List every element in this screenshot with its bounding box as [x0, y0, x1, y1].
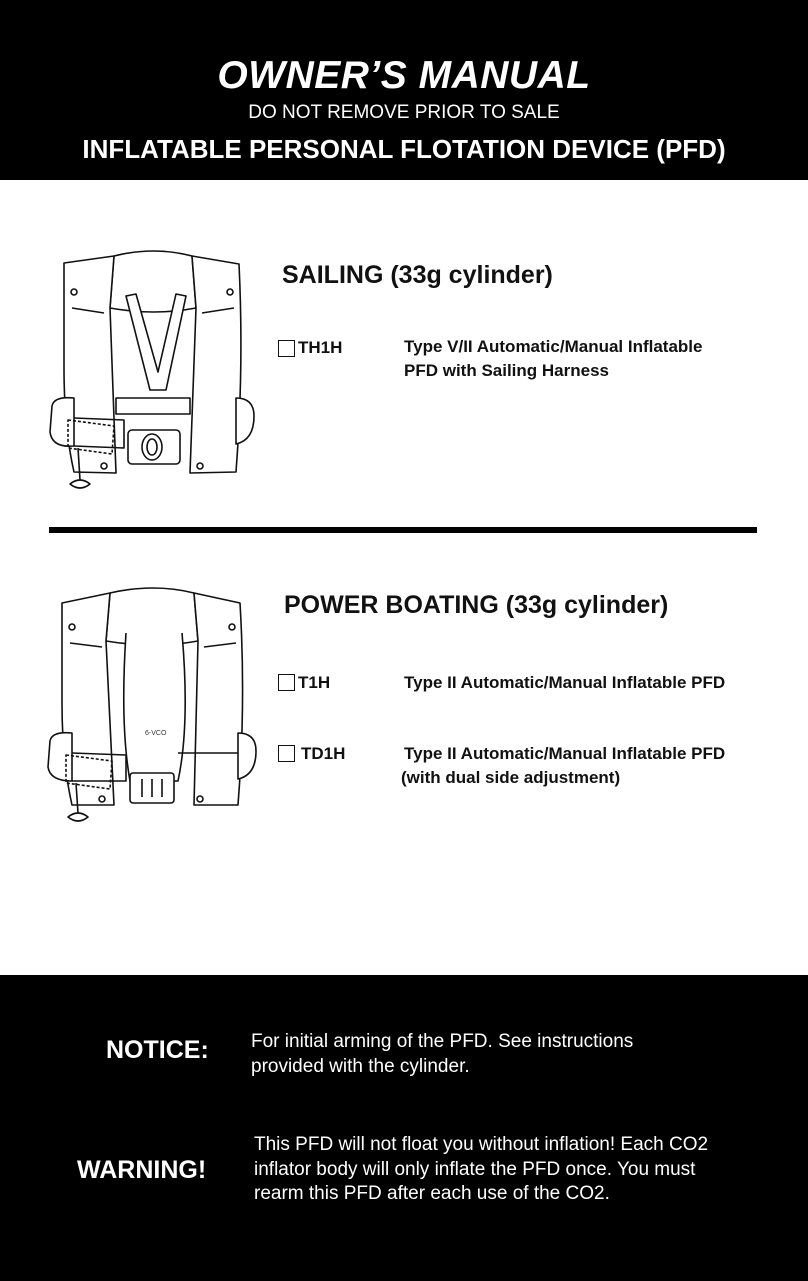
th1h-description: Type V/II Automatic/Manual Inflatable PFD with Sailing Harness: [404, 337, 703, 380]
td1h-model-code: TD1H: [301, 744, 346, 763]
vest-model-label: 6-VCO: [145, 730, 167, 737]
notice-text: For initial arming of the PFD. See instructions provided with the cylinder.: [251, 1031, 634, 1077]
td1h-checkbox[interactable]: [278, 745, 295, 762]
t1h-model-code: T1H: [298, 673, 331, 692]
power-boating-section-title: POWER BOATING (33g cylinder): [284, 591, 669, 619]
warning-text: This PFD will not float you without inflation! Each CO2 inflator body will only inflate the PFD once. You must rearm this PFD after each use of the CO2.: [254, 1134, 709, 1204]
section-divider: [49, 527, 757, 533]
t1h-description: Type II Automatic/Manual Inflatable PFD: [404, 673, 726, 692]
manual-title: OWNER’S MANUAL: [217, 54, 591, 97]
td1h-description: Type II Automatic/Manual Inflatable PFD (with dual side adjustment): [401, 744, 726, 787]
footer-banner: [0, 975, 808, 1281]
th1h-checkbox[interactable]: [278, 340, 295, 357]
sailing-section-title: SAILING (33g cylinder): [282, 261, 553, 289]
th1h-model-code: TH1H: [298, 338, 343, 357]
warning-label: WARNING!: [77, 1156, 207, 1184]
product-line: INFLATABLE PERSONAL FLOTATION DEVICE (PFD): [82, 134, 726, 164]
manual-subtitle: DO NOT REMOVE PRIOR TO SALE: [248, 102, 560, 123]
sailing-vest-illustration: [44, 248, 264, 500]
power-boating-vest-illustration: [44, 585, 264, 835]
notice-label: NOTICE:: [106, 1036, 209, 1064]
t1h-checkbox[interactable]: [278, 674, 295, 691]
header-banner: [0, 0, 808, 180]
